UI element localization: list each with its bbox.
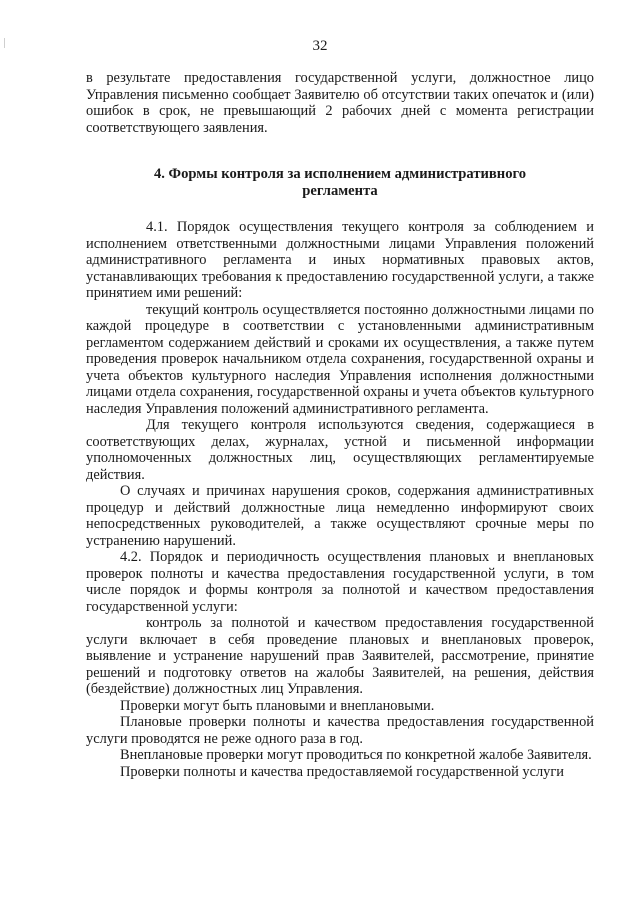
paragraph-quality-control: контроль за полнотой и качеством предоставления государственной услуги включает в себя проведение плановых и внеплановых проверок, выявление и устранение нарушений прав Заявителей, рассмотрение, принятие решений и подготовку ответов на жалобы Заявителей, на решения, действия (бездействие) должностных лиц Управления. bbox=[86, 615, 594, 697]
section-heading-line-1: 4. Формы контроля за исполнением административного bbox=[153, 166, 527, 182]
section-heading bbox=[86, 166, 594, 199]
paragraph-4-2: 4.2. Порядок и периодичность осуществления плановых и внеплановых проверок полноты и качества предоставления государственной услуги, в том числе порядок и формы контроля за полнотой и качеством предоставления государственной услуги: bbox=[86, 549, 594, 615]
section-heading-line-2: регламента bbox=[302, 182, 378, 199]
intro-paragraph-block bbox=[86, 70, 594, 136]
paragraph-check-types: Проверки могут быть плановыми и внеплановыми. bbox=[120, 697, 435, 714]
paragraph-violations: О случаях и причинах нарушения сроков, содержания административных процедур и действий должностные лица немедленно информируют своих непосредственных руководителей, а также осуществляют срочные меры по устранению нарушений. bbox=[86, 483, 594, 549]
section-body bbox=[86, 219, 594, 780]
paragraph-current-control: текущий контроль осуществляется постоянно должностными лицами по каждой процедуре в соответствии с установленными административным регламентом содержанием действий и сроками их осуществления, а также путем проведения проверок начальником отдела сохранения, государственной охраны и учета объектов культурного наследия Управления исполнения должностными лицами отдела сохранения, государственной охраны и учета объектов культурного наследия Управления положений административного регламента. bbox=[86, 301, 594, 417]
paragraph-unplanned-checks: Внеплановые проверки могут проводиться по конкретной жалобе Заявителя. bbox=[120, 747, 592, 763]
page-number: 32 bbox=[312, 38, 328, 54]
paragraph-planned-checks: Плановые проверки полноты и качества предоставления государственной услуги проводятся не реже одного раза в год. bbox=[86, 714, 594, 747]
paragraph-checks-continued: Проверки полноты и качества предоставляемой государственной услуги bbox=[120, 763, 564, 780]
intro-paragraph: в результате предоставления государственной услуги, должностное лицо Управления письменно сообщает Заявителю об отсутствии таких опечаток и (или) ошибок в срок, не превышающий 2 рабочих дней с момента регистрации соответствующего заявления. bbox=[86, 70, 594, 136]
paragraph-control-sources: Для текущего контроля используются сведения, содержащиеся в соответствующих делах, журналах, устной и письменной информации уполномоченных должностных лиц, осуществляющих регламентируемые действия. bbox=[86, 417, 594, 483]
paragraph-4-1: 4.1. Порядок осуществления текущего контроля за соблюдением и исполнением ответственными должностными лицами Управления положений административного регламента и иных нормативных правовых актов, устанавливающих требования к предоставлению государственной услуги, а также принятием ими решений: bbox=[86, 219, 594, 301]
